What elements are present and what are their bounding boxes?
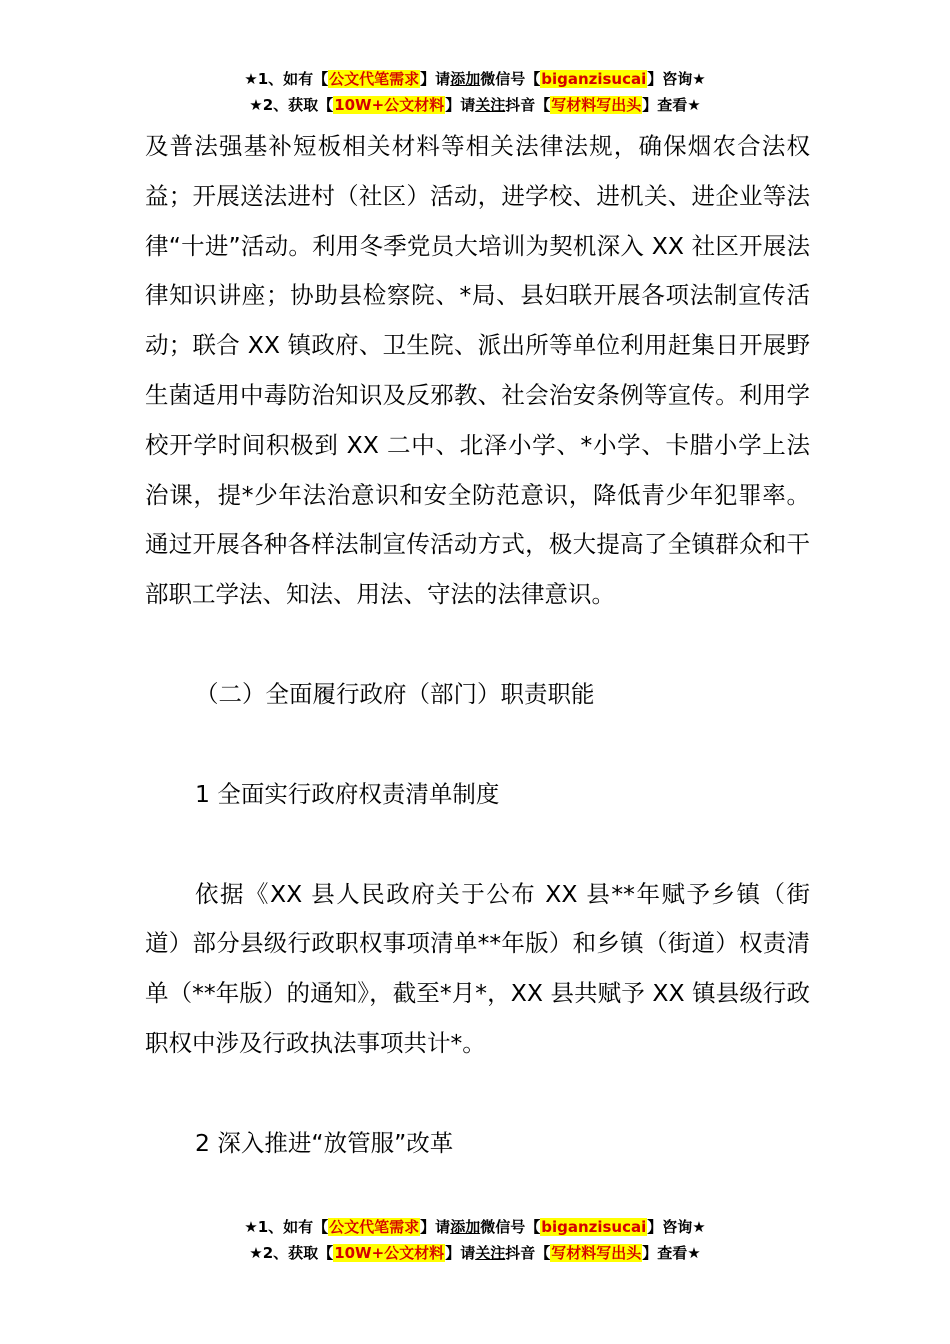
promo-banner-bottom xyxy=(0,1214,950,1266)
promo-line-1-mid-a: 】请 xyxy=(420,1218,451,1236)
promo-line-1-mid-b: 微信号【 xyxy=(480,70,541,88)
promo-line-2 xyxy=(0,92,950,118)
paragraph-gap xyxy=(145,820,810,870)
promo-line-2-suffix: 】查看★ xyxy=(642,1244,701,1262)
item-heading-1: 1 全面实行政府权责清单制度 xyxy=(195,779,500,808)
promo-banner-top xyxy=(0,66,950,118)
paragraph-gap xyxy=(145,620,810,670)
item-heading-2: 2 深入推进“放管服”改革 xyxy=(195,1128,454,1157)
document-body xyxy=(145,122,810,1169)
paragraph-gap xyxy=(145,720,810,770)
highlight-service: 公文代笔需求 xyxy=(329,1218,420,1236)
promo-line-1-mid-b: 微信号【 xyxy=(480,1218,541,1236)
promo-line-1 xyxy=(0,1214,950,1240)
highlight-douyin: 写材料写出头 xyxy=(551,1244,642,1262)
promo-line-2-prefix: ★2、获取【 xyxy=(249,1244,334,1262)
highlight-douyin: 写材料写出头 xyxy=(551,96,642,114)
promo-line-2-mid-a: 】请 xyxy=(445,1244,476,1262)
underline-add: 添加 xyxy=(450,1218,481,1236)
promo-line-1-prefix: ★1、如有【 xyxy=(244,70,329,88)
underline-follow: 关注 xyxy=(475,1244,506,1262)
promo-line-1-mid-a: 】请 xyxy=(420,70,451,88)
paragraph-power-list: 依据《XX 县人民政府关于公布 XX 县**年赋予乡镇（街道）部分县级行政职权事项清单**年版）和乡镇（街道）权责清单（**年版）的通知》，截至*月*，XX 县共赋予 XX 镇县级行政职权中涉及行政执法事项共计*。 xyxy=(145,879,810,1057)
highlight-service: 公文代笔需求 xyxy=(329,70,420,88)
promo-line-2-mid-b: 抖音【 xyxy=(505,1244,551,1262)
promo-line-2-suffix: 】查看★ xyxy=(642,96,701,114)
promo-line-2-mid-b: 抖音【 xyxy=(505,96,551,114)
underline-follow: 关注 xyxy=(475,96,506,114)
promo-line-2-mid-a: 】请 xyxy=(445,96,476,114)
promo-line-1 xyxy=(0,66,950,92)
promo-line-2-prefix: ★2、获取【 xyxy=(249,96,334,114)
promo-line-1-suffix: 】咨询★ xyxy=(647,70,706,88)
highlight-materials: 10W+公文材料 xyxy=(334,1244,445,1262)
highlight-wechat-id: biganzisucai xyxy=(541,1218,647,1236)
promo-line-1-prefix: ★1、如有【 xyxy=(244,1218,329,1236)
paragraph-legal-publicity: 及普法强基补短板相关材料等相关法律法规，确保烟农合法权益；开展送法进村（社区）活动，进学校、进机关、进企业等法律“十进”活动。利用冬季党员大培训为契机深入 XX 社区开展法律知识讲座；协助县检察院、*局、县妇联开展各项法制宣传活动；联合 XX 镇政府、卫生院、派出所等单位利用赶集日开展野生菌适用中毒防治知识及反邪教、社会治安条例等宣传。利用学校开学时间积极到 XX 二中、北泽小学、*小学、卡腊小学上法治课，提*少年法治意识和安全防范意识，降低青少年犯罪率。通过开展各种各样法制宣传活动方式，极大提高了全镇群众和干部职工学法、知法、用法、守法的法律意识。 xyxy=(145,132,810,609)
promo-line-1-suffix: 】咨询★ xyxy=(647,1218,706,1236)
promo-line-2 xyxy=(0,1240,950,1266)
highlight-wechat-id: biganzisucai xyxy=(541,70,647,88)
underline-add: 添加 xyxy=(450,70,481,88)
highlight-materials: 10W+公文材料 xyxy=(334,96,445,114)
section-heading-2: （二）全面履行政府（部门）职责职能 xyxy=(195,679,595,708)
paragraph-gap xyxy=(145,1069,810,1119)
